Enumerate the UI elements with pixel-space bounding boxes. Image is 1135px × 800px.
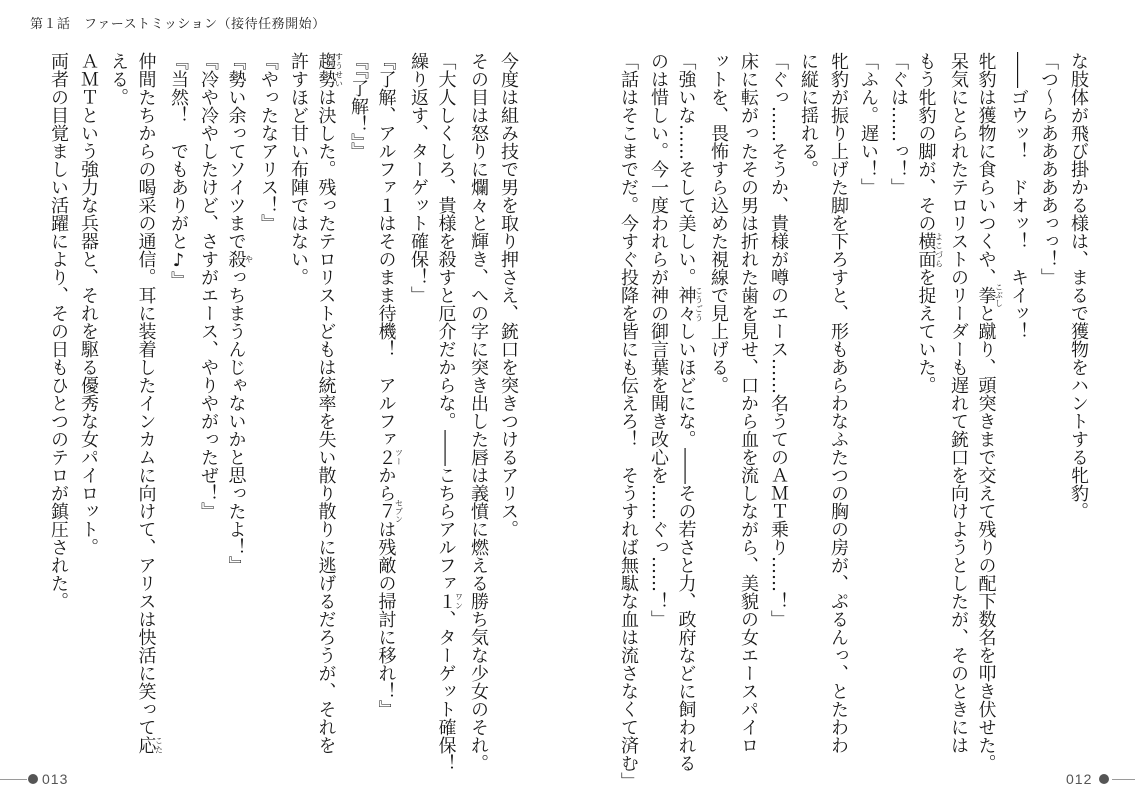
text-run: を捉えていた。 (915, 268, 937, 394)
text-run: ットを、畏怖すら込めた視線で見上げる。 (708, 52, 729, 394)
text-run: 『勢い余ってソイツまで (225, 52, 247, 250)
text-run: 「話はそこまでだ。今すぐ投降を皆にも伝えろ！ そうすれば無駄な血は流さなくて済む」 (618, 52, 639, 790)
text-run: ――ゴウッ！ ドオッ！ キイッ！ (1008, 52, 1029, 340)
ruby-base: １ (435, 592, 457, 610)
text-column (883, 52, 913, 797)
text-run: は決した。残ったテロリストどもは統率を失い散り散りに逃げるだろうが、それを (315, 88, 337, 754)
text-run: 『当然！ でもありがと♪』 (168, 52, 189, 289)
text-column (313, 52, 343, 797)
text-column (463, 52, 493, 797)
text-run: 仲間たちからの喝采の通信。耳に装着したインカムに向けて、アリスは快活に笑って (135, 52, 157, 736)
ruby-word (375, 448, 404, 466)
ruby-reading: すうせい (334, 52, 344, 88)
text-column (223, 52, 253, 797)
page-number-left: 013 (42, 771, 69, 787)
text-run: 今度は組み技で男を取り押さえ、銃口を突きつけるアリス。 (498, 52, 519, 538)
text-column (103, 52, 133, 797)
text-column (163, 52, 193, 797)
ruby-base: 殺 (225, 250, 247, 268)
ruby-base: 趨勢 (315, 52, 337, 88)
text-column (913, 52, 943, 797)
page-number-rule-left (0, 779, 27, 780)
text-run: 牝豹が振り上げた脚を下ろすと、形もあらわなふたつの胸の房が、ぷるんっ、とたわわ (828, 52, 849, 754)
text-column (973, 52, 1003, 797)
text-run: 「大人しくしろ、貴様を殺すと厄介だからな。――こちらアルファ (435, 52, 457, 592)
text-column (193, 52, 223, 797)
text-column (253, 52, 283, 797)
ruby-reading: こうごう (694, 286, 704, 322)
text-run: 「つ～らあああああっっ！」 (1038, 52, 1059, 286)
ruby-base: ７ (375, 499, 397, 523)
text-column (733, 52, 763, 797)
text-run: 『冷や冷やしたけど、さすがエース、やりやがったぜ！』 (198, 52, 219, 520)
ruby-reading: や (244, 250, 254, 268)
ruby-word (315, 52, 344, 88)
text-column (43, 52, 73, 797)
text-run: 「ぐっ……そうか、貴様が噂のエース……名うてのＡＭＴ乗り……！」 (768, 52, 789, 628)
text-column (823, 52, 853, 797)
text-run: 許すほど甘い布陣ではない。 (288, 52, 309, 286)
ruby-word (975, 283, 1004, 307)
text-run: 床に転がったその男は折れた歯を見せ、口から血を流しながら、美貌の女エースパイロ (738, 52, 759, 754)
text-run: その目は怒りに爛々と輝き、への字に突き出した唇は義憤に燃える勝ち気な少女のそれ。 (468, 52, 489, 772)
text-run: は残敵の掃討に移れ！』 (375, 520, 397, 718)
text-column (613, 52, 643, 797)
text-column (373, 52, 403, 797)
text-run: 『やったなアリス！』 (258, 52, 279, 232)
text-run: のは惜しい。今一度われらが神の御言葉を聞き改心を……ぐっ……！」 (648, 52, 669, 628)
text-run: しいほどにな。――その若さと力、政府などに飼われる (675, 322, 697, 772)
text-run: から (375, 466, 397, 502)
text-column (763, 52, 793, 797)
ruby-base: 横面 (915, 232, 937, 268)
text-run: 「ぐは……っ！」 (888, 52, 909, 196)
chapter-title-header: 第１話 ファーストミッション（接待任務開始） (30, 16, 326, 31)
ruby-base: ２ (375, 448, 397, 466)
page-number-dot-left (28, 774, 38, 784)
text-run: 『了解、アルファ１はそのまま待機！ アルファ (375, 52, 397, 448)
text-column (133, 52, 163, 797)
right-page (567, 0, 1135, 800)
ruby-word (675, 286, 704, 322)
ruby-word (225, 250, 254, 268)
ruby-reading: セブン (394, 499, 404, 523)
text-column (703, 52, 733, 797)
text-run: ＡＭＴという強力な兵器と、それを駆る優秀な女パイロット。 (78, 52, 99, 556)
text-column (793, 52, 823, 797)
text-run: と蹴り、頭突きまで交えて残りの配下数名を叩き伏せた。 (975, 304, 997, 772)
left-page (0, 0, 567, 800)
text-run: える。 (108, 52, 129, 106)
text-column (673, 52, 703, 797)
text-column (943, 52, 973, 797)
text-column (403, 52, 433, 797)
ruby-reading: ツー (394, 448, 404, 466)
text-column (1063, 52, 1093, 797)
ruby-reading: よこづら (934, 232, 944, 268)
ruby-reading: ワン (454, 592, 464, 610)
text-column (343, 52, 373, 797)
ruby-reading: こぶし (994, 283, 1004, 307)
text-run: 牝豹は獲物に食らいつくや、 (975, 52, 997, 286)
text-run: 繰り返す、ターゲット確保！」 (408, 52, 429, 304)
ruby-base: 神々 (675, 286, 697, 322)
text-run: 呆気にとられたテロリストのリーダーも遅れて銃口を向けようとしたが、そのときには (948, 52, 969, 754)
page-number-dot-right (1099, 774, 1109, 784)
text-run: に縦に揺れる。 (798, 52, 819, 178)
text-run: 「強いな……そして美しい。 (675, 52, 697, 286)
text-column (1003, 52, 1033, 797)
text-run: 『『了解！』』 (348, 52, 369, 160)
text-run: 両者の目覚ましい活躍により、その日もひとつのテロが鎮圧された。 (48, 52, 69, 610)
ruby-base: 応 (135, 736, 157, 754)
ruby-word (435, 592, 464, 610)
text-column (1033, 52, 1063, 797)
ruby-word (135, 736, 164, 754)
page-number-rule-right (1112, 779, 1135, 780)
ruby-word (915, 232, 944, 268)
text-column (73, 52, 103, 797)
ruby-word (375, 499, 404, 523)
text-run: な肢体が飛び掛かる様は、まるで獲物をハントする牝豹。 (1068, 52, 1089, 520)
ruby-base: 拳 (975, 283, 997, 307)
text-run: もう牝豹の脚が、その (915, 52, 937, 232)
text-run: 「ふん。遅い！」 (858, 52, 879, 196)
page-number-right: 012 (1066, 771, 1093, 787)
text-column (433, 52, 463, 797)
text-column (643, 52, 673, 797)
text-column (283, 52, 313, 797)
text-run: っちまうんじゃないかと思ったよ！』 (225, 268, 247, 574)
ruby-reading: こた (154, 736, 164, 754)
text-run: 、ターゲット確保！ (435, 610, 457, 772)
text-column (853, 52, 883, 797)
text-column (493, 52, 523, 797)
